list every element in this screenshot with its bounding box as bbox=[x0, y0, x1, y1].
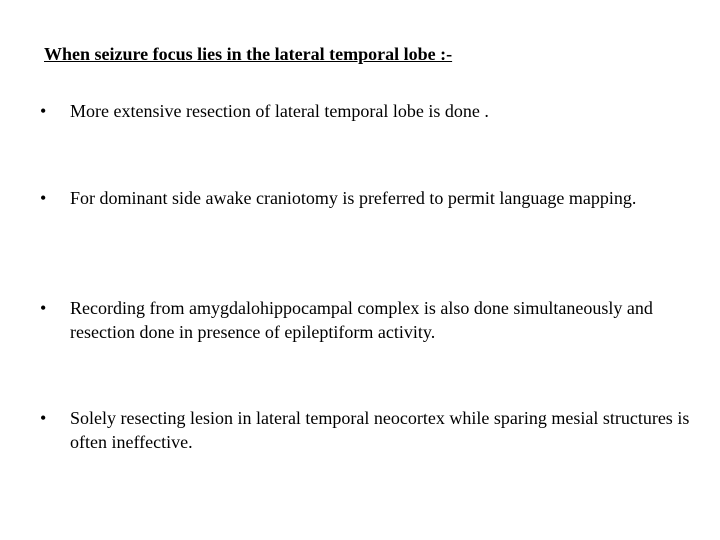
bullet-text: For dominant side awake craniotomy is preferred to permit language mapping. bbox=[70, 188, 637, 208]
bullet-text: More extensive resection of lateral temporal lobe is done . bbox=[70, 101, 489, 121]
bullet-text: Recording from amygdalohippocampal complex is also done simultaneously and resection done in presence of epileptiform activity. bbox=[70, 298, 653, 342]
bullet-dot-icon: • bbox=[40, 298, 47, 318]
bullet-text: Solely resecting lesion in lateral temporal neocortex while sparing mesial structures is often ineffective. bbox=[70, 408, 690, 452]
bullet-dot-icon: • bbox=[40, 101, 47, 121]
slide-heading: When seizure focus lies in the lateral temporal lobe :- bbox=[44, 44, 453, 64]
bullet-dot-icon: • bbox=[40, 188, 47, 208]
bullet-dot-icon: • bbox=[40, 408, 47, 428]
